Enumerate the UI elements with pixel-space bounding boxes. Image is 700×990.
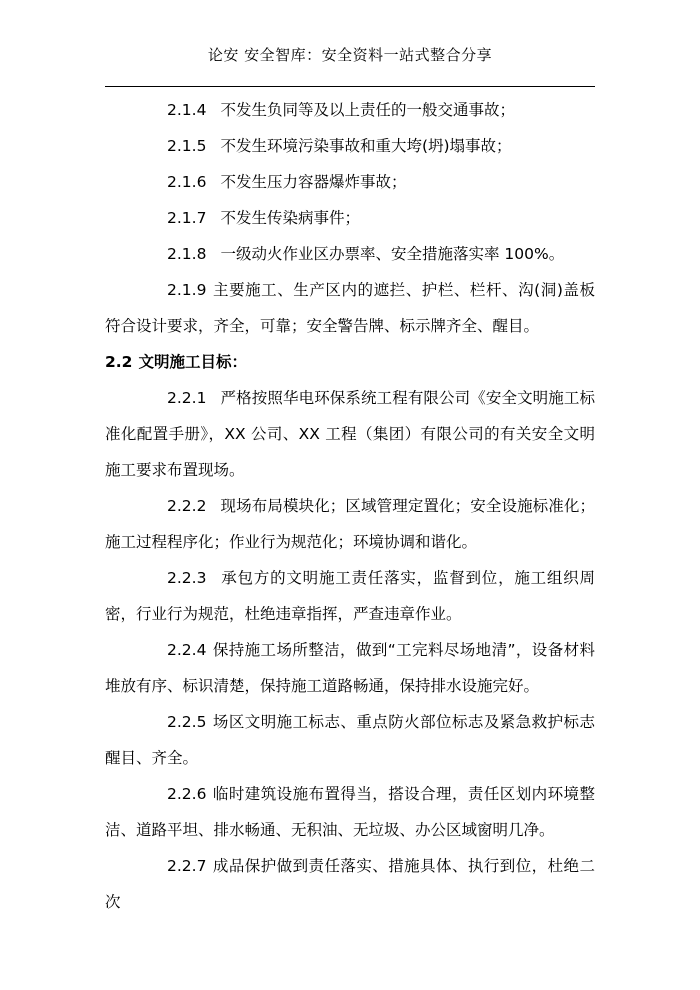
clause-number: 2.1.4 — [167, 101, 207, 119]
clause-text: 不发生负同等及以上责任的一般交通事故； — [220, 101, 515, 119]
clause-2-2-1 — [105, 380, 595, 488]
clause-number: 2.1.9 — [167, 281, 207, 299]
clause-text: 主要施工、生产区内的遮拦、护栏、栏杆、沟(洞)盖板符合设计要求，齐全，可靠；安全警告牌、标示牌齐全、醒目。 — [105, 281, 595, 335]
clause-number: 2.2.1 — [167, 389, 207, 407]
clause-number: 2.1.8 — [167, 245, 207, 263]
clause-number: 2.2.6 — [167, 785, 207, 803]
section-heading-2-2 — [105, 344, 595, 380]
clause-text: 场区文明施工标志、重点防火部位标志及紧急救护标志醒目、齐全。 — [105, 713, 595, 767]
clause-text: 临时建筑设施布置得当，搭设合理，责任区划内环境整洁、道路平坦、排水畅通、无积油、无垃圾、办公区域窗明几净。 — [105, 785, 595, 839]
clause-2-1-9 — [105, 272, 595, 344]
clause-text: 成品保护做到责任落实、措施具体、执行到位，杜绝二次 — [105, 857, 595, 911]
clause-text: 不发生传染病事件； — [220, 209, 360, 227]
clause-2-1-6 — [105, 164, 595, 200]
section-title: 文明施工目标： — [138, 353, 247, 371]
page-header: 论安 安全智库：安全资料一站式整合分享 — [207, 46, 493, 64]
clause-2-2-7 — [105, 848, 595, 920]
clause-text: 一级动火作业区办票率、安全措施落实率 100%。 — [220, 245, 565, 263]
clause-text: 承包方的文明施工责任落实，监督到位，施工组织周密，行业行为规范，杜绝违章指挥，严查违章作业。 — [105, 569, 595, 623]
clause-number: 2.2.7 — [167, 857, 207, 875]
clause-text: 不发生环境污染事故和重大垮(坍)塌事故； — [220, 137, 512, 155]
clause-2-2-5 — [105, 704, 595, 776]
clause-2-2-3 — [105, 560, 595, 632]
clause-number: 2.1.5 — [167, 137, 207, 155]
clause-number: 2.2.3 — [167, 569, 207, 587]
clause-2-1-7 — [105, 200, 595, 236]
clause-number: 2.1.7 — [167, 209, 207, 227]
clause-text: 不发生压力容器爆炸事故； — [220, 173, 407, 191]
clause-2-1-5 — [105, 128, 595, 164]
clause-2-1-4 — [105, 92, 595, 128]
clause-2-2-2 — [105, 488, 595, 560]
clause-2-2-4 — [105, 632, 595, 704]
clause-number: 2.2.5 — [167, 713, 207, 731]
clause-number: 2.2.2 — [167, 497, 207, 515]
clause-text: 现场布局模块化；区域管理定置化；安全设施标准化；施工过程程序化；作业行为规范化；环境协调和谐化。 — [105, 497, 595, 551]
section-number: 2.2 — [105, 353, 133, 371]
header-rule — [105, 86, 595, 87]
clause-text: 保持施工场所整洁，做到“工完料尽场地清”，设备材料堆放有序、标识清楚，保持施工道路畅通，保持排水设施完好。 — [105, 641, 595, 695]
clause-2-2-6 — [105, 776, 595, 848]
document-body — [105, 92, 595, 920]
clause-2-1-8 — [105, 236, 595, 272]
clause-number: 2.1.6 — [167, 173, 207, 191]
clause-text: 严格按照华电环保系统工程有限公司《安全文明施工标准化配置手册》，XX 公司、XX 工程（集团）有限公司的有关安全文明施工要求布置现场。 — [105, 389, 595, 479]
clause-number: 2.2.4 — [167, 641, 207, 659]
